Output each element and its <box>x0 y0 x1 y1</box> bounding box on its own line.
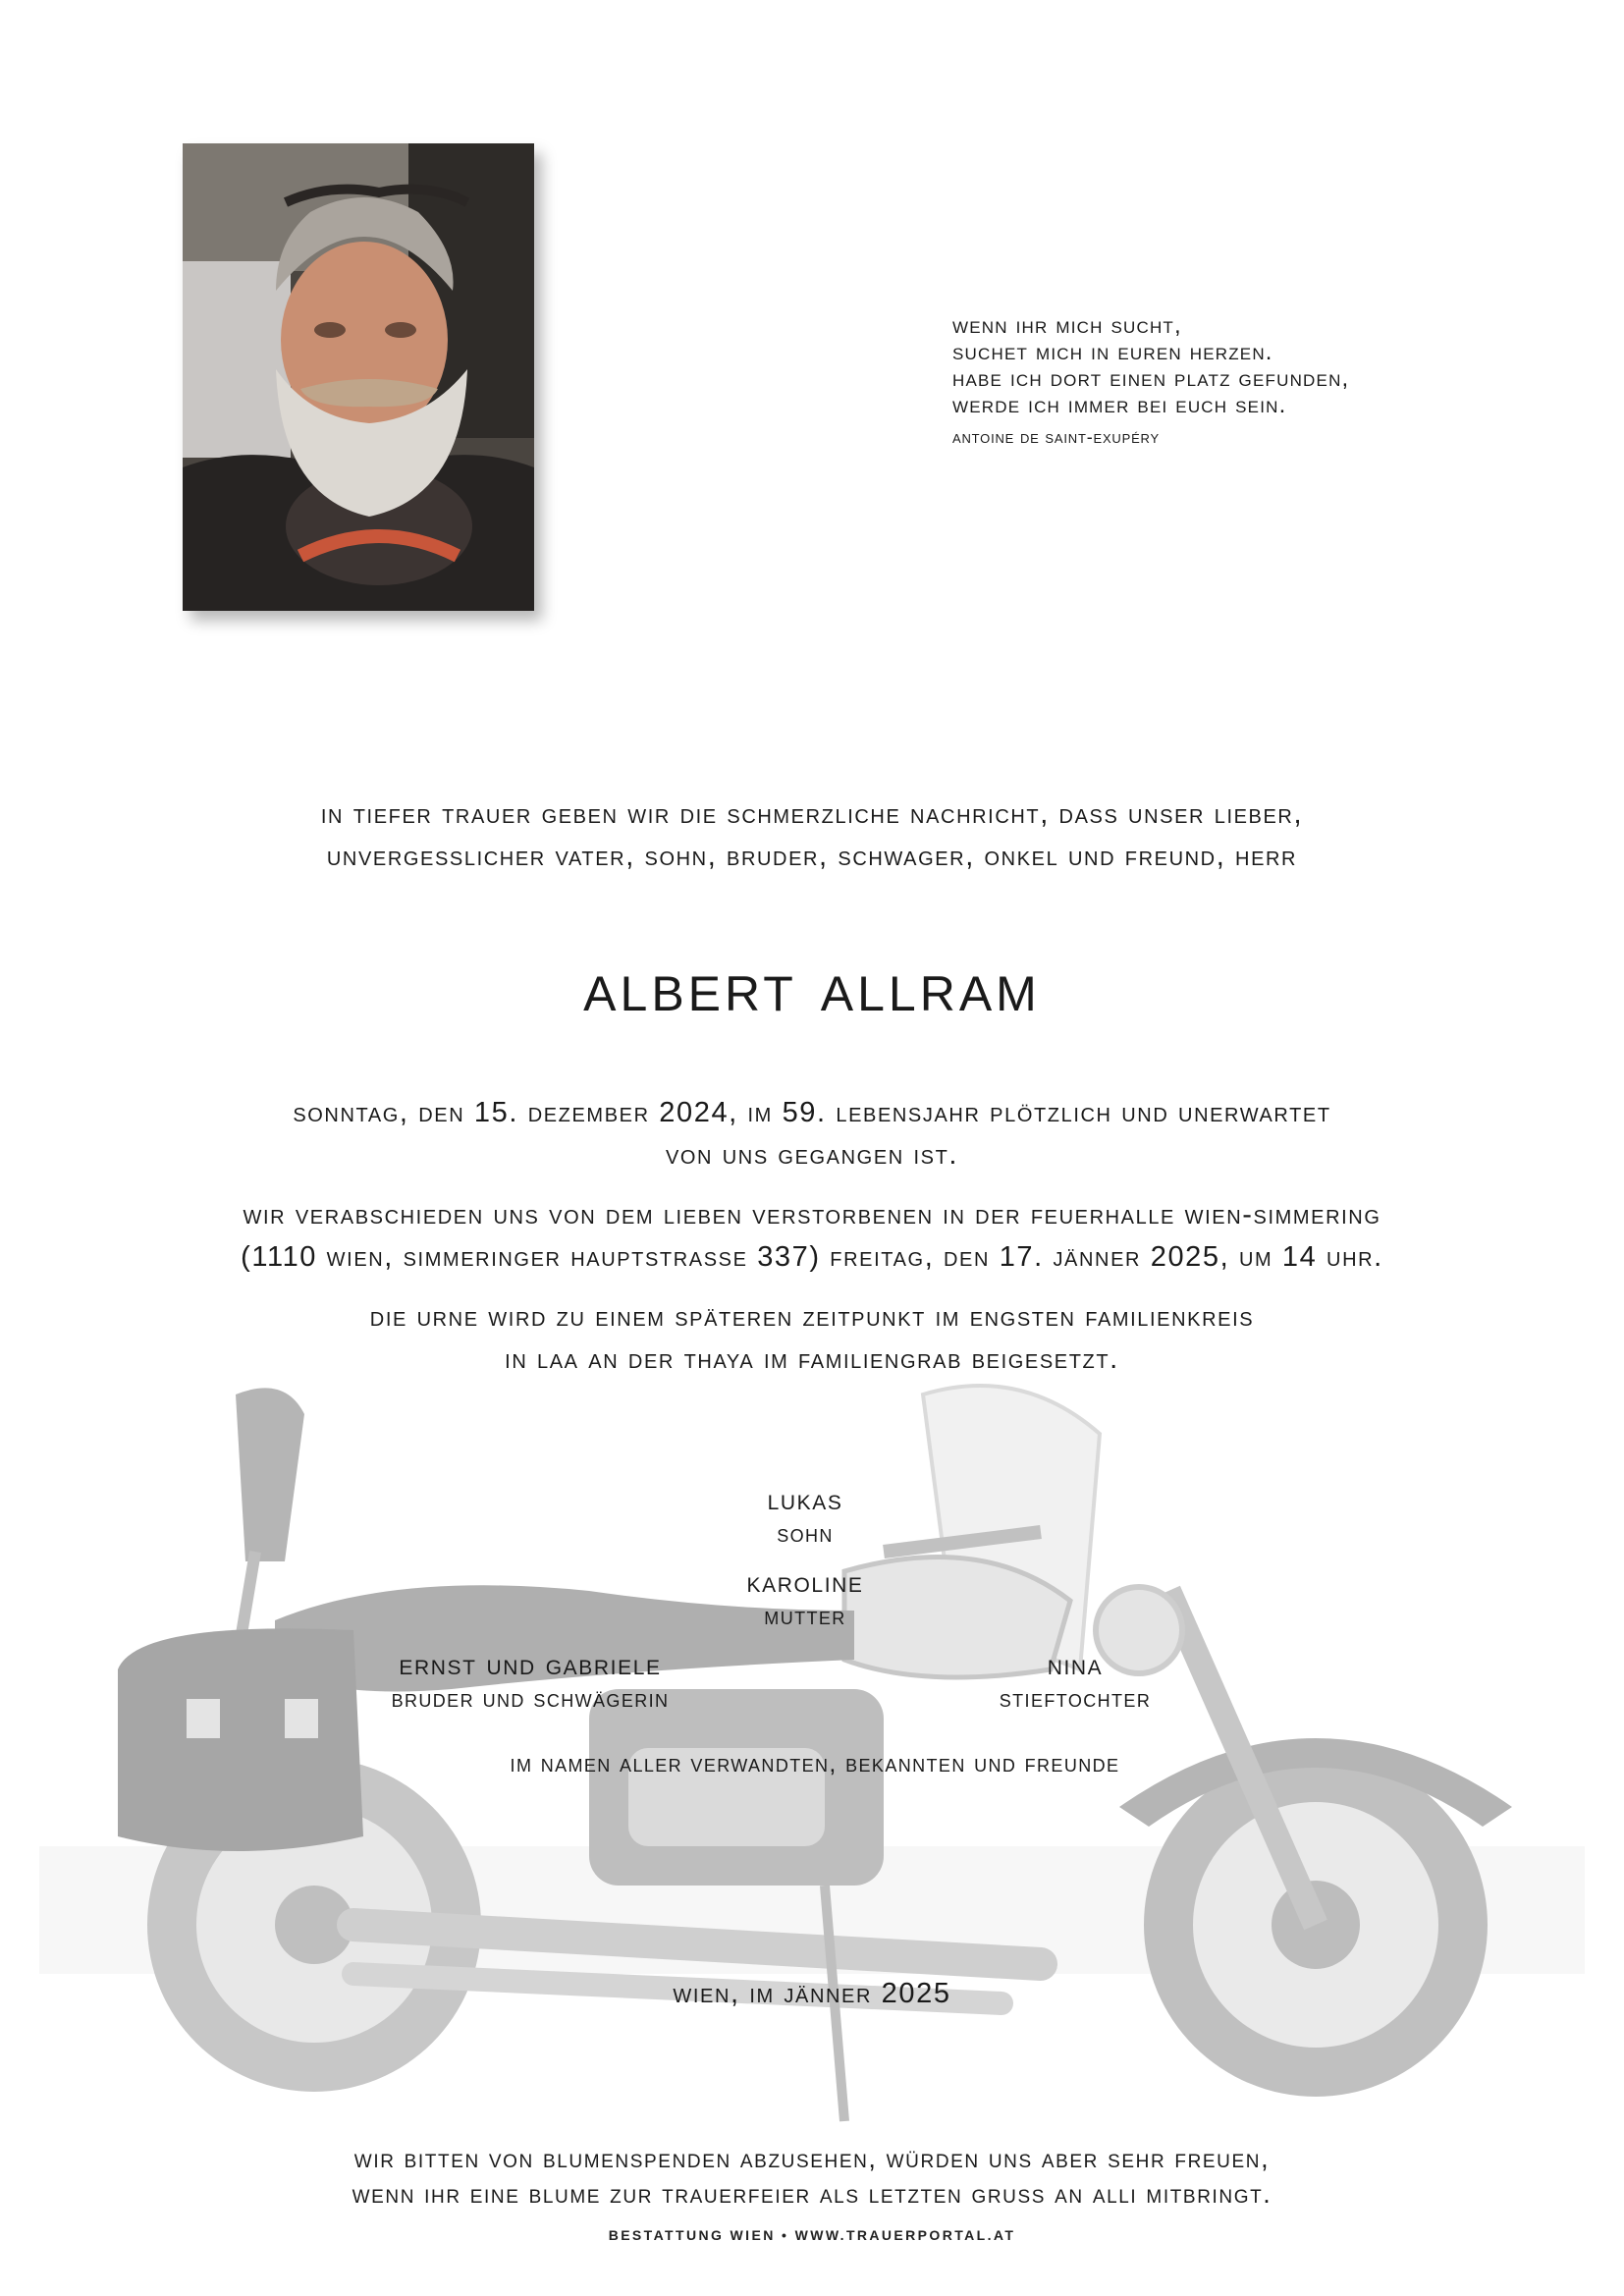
quote-author: antoine de saint-exupéry <box>952 427 1160 447</box>
ceremony-line-1: wir verabschieden uns von dem lieben verstorbenen in der feuerhalle wien-simmering <box>243 1199 1381 1230</box>
mourner-name: lukas <box>767 1484 843 1516</box>
place-date: wien, im jänner 2025 <box>673 1978 951 2009</box>
quote-line: habe ich dort einen platz gefunden, <box>952 365 1350 392</box>
mourner-role: stieftochter <box>999 1683 1152 1713</box>
flowers-line-2: wenn ihr eine blume zur trauerfeier als letzten gruss an alli mitbringt. <box>352 2179 1272 2209</box>
mourner-name: ernst und gabriele <box>399 1649 662 1681</box>
mourner-role: mutter <box>764 1601 846 1630</box>
on-behalf-line: im namen aller verwandten, bekannten und freunde <box>510 1750 1120 1777</box>
mourner-role: sohn <box>777 1518 834 1548</box>
mourner-name: nina <box>1047 1649 1104 1681</box>
death-details <box>0 1092 1624 1176</box>
intro-line-2: unvergesslicher vater, sohn, bruder, schwager, onkel und freund, herr <box>326 841 1298 872</box>
urn-line-2: in laa an der thaya im familiengrab beigesetzt. <box>505 1343 1119 1375</box>
ceremony-details <box>0 1194 1624 1279</box>
deceased-name: albert allram <box>583 948 1041 1026</box>
announcement-intro <box>0 793 1624 878</box>
mourner-role: bruder und schwägerin <box>391 1683 670 1713</box>
urn-line-1: die urne wird zu einem späteren zeitpunkt im engsten familienkreis <box>369 1301 1255 1333</box>
mourner-nina <box>943 1648 1208 1713</box>
death-line-1: sonntag, den 15. dezember 2024, im 59. lebensjahr plötzlich und unerwartet <box>293 1097 1331 1128</box>
ceremony-line-2: (1110 wien, simmeringer hauptstrasse 337) freitag, den 17. jänner 2025, um 14 uhr. <box>241 1241 1383 1273</box>
quote-line: wenn ihr mich sucht, <box>952 312 1182 339</box>
mourner-karoline <box>677 1565 933 1630</box>
flowers-line-1: wir bitten von blumenspenden abzusehen, würden uns aber sehr freuen, <box>353 2144 1271 2173</box>
death-line-2: von uns gegangen ist. <box>665 1139 959 1171</box>
mourner-ernst-gabriele <box>324 1648 736 1713</box>
portrait-photo <box>183 143 534 611</box>
quote-line: suchet mich in euren herzen. <box>952 339 1273 365</box>
intro-line-1: in tiefer trauer geben wir die schmerzliche nachricht, dass unser lieber, <box>320 798 1304 830</box>
flowers-request <box>0 2141 1624 2212</box>
quote-block <box>952 312 1502 451</box>
footer-credit: BESTATTUNG WIEN • WWW.TRAUERPORTAL.AT <box>608 2227 1016 2243</box>
quote-line: werde ich immer bei euch sein. <box>952 392 1287 418</box>
urn-details <box>0 1296 1624 1381</box>
mourner-lukas <box>677 1483 933 1548</box>
mourner-name: karoline <box>746 1566 864 1599</box>
